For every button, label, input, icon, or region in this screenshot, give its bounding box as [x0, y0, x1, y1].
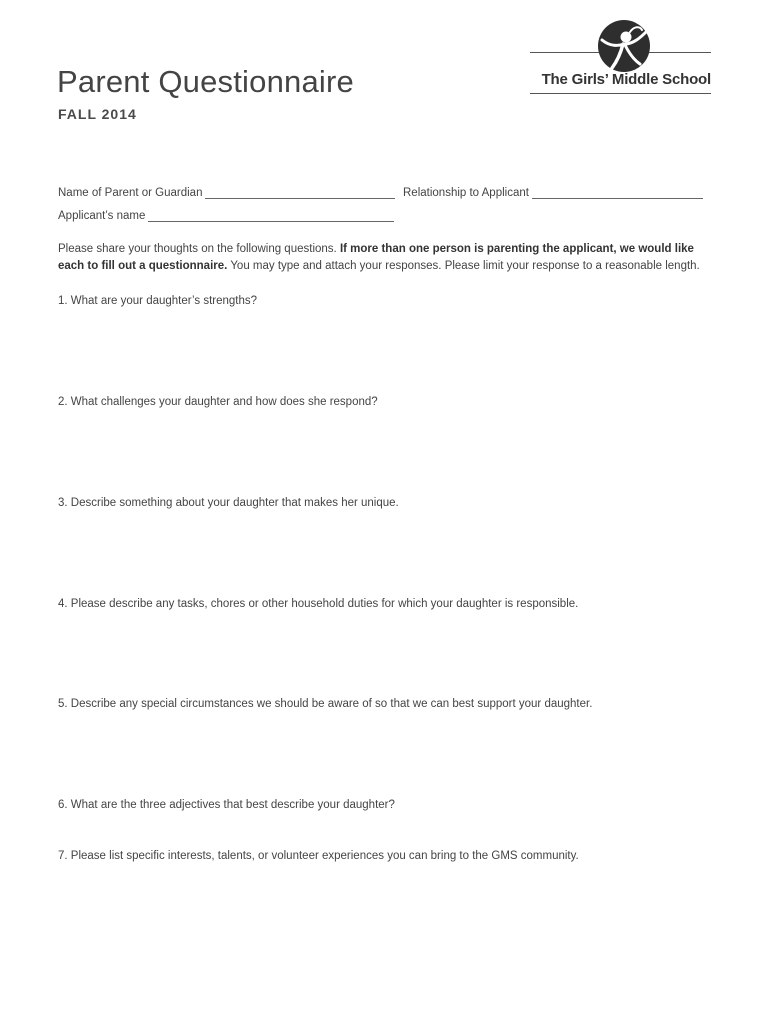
relationship-label: Relationship to Applicant — [403, 187, 529, 199]
question-2: 2. What challenges your daughter and how does she respond? — [58, 396, 378, 408]
intro-bold-text: If more than one person is parenting the applicant, we would like each to fill out a questionnaire. — [58, 243, 694, 272]
intro-text-before: Please share your thoughts on the following questions. — [58, 243, 340, 255]
logo-rule-bottom — [530, 93, 711, 94]
question-6: 6. What are the three adjectives that best describe your daughter? — [58, 799, 395, 811]
school-logo — [530, 18, 711, 98]
intro-text-after: You may type and attach your responses. Please limit your response to a reasonable length. — [227, 260, 700, 272]
applicant-name-field-row — [58, 209, 394, 222]
logo-text: The Girls’ Middle School — [541, 71, 711, 88]
applicant-name-label: Applicant’s name — [58, 210, 146, 222]
question-4: 4. Please describe any tasks, chores or other household duties for which your daughter is responsible. — [58, 598, 579, 610]
relationship-field-row — [403, 186, 703, 199]
question-3: 3. Describe something about your daughter that makes her unique. — [58, 497, 399, 509]
parent-name-label: Name of Parent or Guardian — [58, 187, 203, 199]
page-title: Parent Questionnaire — [57, 64, 354, 99]
intro-paragraph — [58, 241, 718, 275]
question-1: 1. What are your daughter’s strengths? — [58, 295, 258, 307]
applicant-name-input-line[interactable] — [148, 209, 394, 222]
girl-figure-circle-icon — [596, 18, 652, 74]
question-5: 5. Describe any special circumstances we should be aware of so that we can best support your daughter. — [58, 698, 593, 710]
parent-name-field-row — [58, 186, 395, 199]
relationship-input-line[interactable] — [532, 186, 703, 199]
question-7: 7. Please list specific interests, talents, or volunteer experiences you can bring to the GMS community. — [58, 850, 579, 862]
page-subtitle: FALL 2014 — [58, 106, 137, 122]
parent-name-input-line[interactable] — [205, 186, 395, 199]
